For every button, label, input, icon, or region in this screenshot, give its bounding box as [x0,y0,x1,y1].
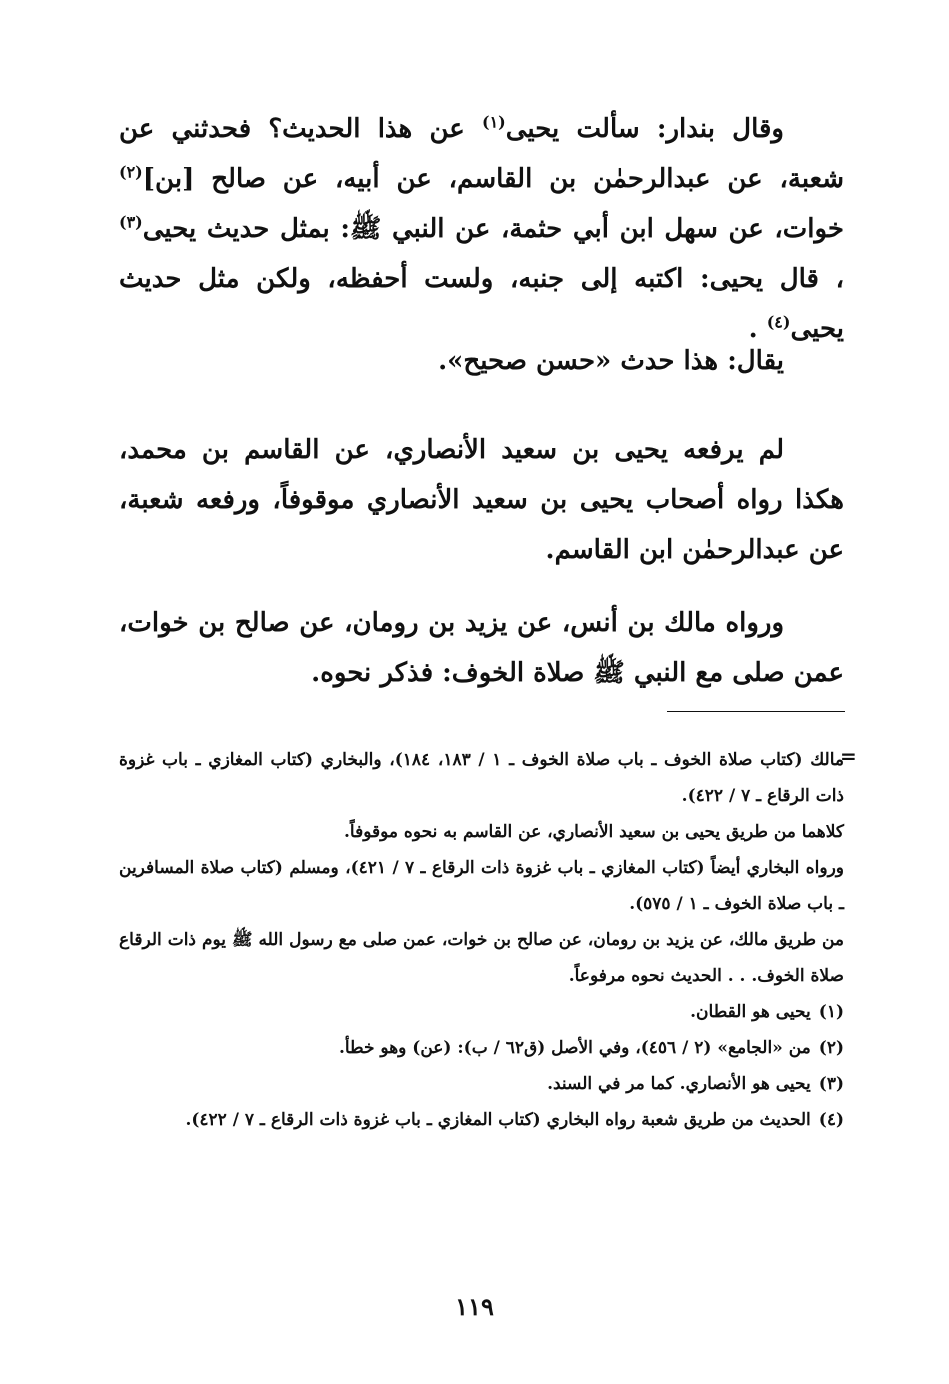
footnote-continuation-2: كلاهما من طريق يحيى بن سعيد الأنصاري، عن القاسم به نحوه موقوفاً. [343,822,844,842]
footnote-1 [119,994,844,1030]
footnote-continuation-3: ورواه البخاري أيضاً (كتاب المغازي ـ باب غزوة ذات الرقاع ـ ٧ / ٤٢١)، ومسلم (كتاب صلاة المسافرين ـ باب صلاة الخوف ـ ١ / ٥٧٥). [119,858,845,914]
continuation-marker: = [840,744,857,768]
main-paragraph-2: يقال: هذا حدث «حسن صحيح». [438,346,784,376]
footnote-text: يحيى هو القطان. [690,1002,811,1022]
p1-text-4: ، قال يحيى: اكتبه إلى جنبه، ولست أحفظه، ولكن مثل حديث يحيى [119,264,844,344]
footnote-continuation-1: مالك (كتاب صلاة الخوف ـ باب صلاة الخوف ـ ١ / ١٨٣، ١٨٤)، والبخاري (كتاب المغازي ـ باب غزوة ذات الرقاع ـ ٧ / ٤٢٢). [119,750,845,806]
main-paragraph-4: ورواه مالك بن أنس، عن يزيد بن رومان، عن صالح بن خوات، عمن صلى مع النبي ﷺ صلاة الخوف: فذكر نحوه. [119,608,844,688]
footnote-ref-4[interactable]: (٤) [766,312,791,332]
footnote-ref-2[interactable]: (٢) [119,162,143,182]
footnote-3 [119,1066,844,1102]
main-paragraph-3: لم يرفعه يحيى بن سعيد الأنصاري، عن القاسم بن محمد، هكذا رواه أصحاب يحيى بن سعيد الأنصاري موقوفاً، ورفعه شعبة، عن عبدالرحمٰن ابن القاسم. [119,435,844,565]
footnotes-block [119,742,844,1138]
footnote-2 [119,1030,844,1066]
footnote-number: (٤) [818,1110,844,1130]
p1-text-2: عن هذا الحديث؟ فحدثني عن شعبة، عن عبدالرحمٰن بن القاسم، عن أبيه، عن صالح [بن] [119,114,844,194]
p1-text-5: . [748,314,767,344]
footnote-ref-1[interactable]: (١) [482,112,506,132]
footnote-text: الحديث من طريق شعبة رواه البخاري (كتاب المغازي ـ باب غزوة ذات الرقاع ـ ٧ / ٤٢٢). [185,1110,811,1130]
footnote-text: يحيى هو الأنصاري. كما مر في السند. [547,1074,811,1094]
p1-text-1: وقال بندار: سألت يحيى [505,114,784,144]
footnote-number: (٣) [818,1074,844,1094]
main-paragraph-1 [119,104,844,354]
footnote-separator [667,711,845,712]
footnote-number: (١) [818,1002,844,1022]
page-number: ١١٩ [455,1292,494,1321]
footnote-4 [119,1102,844,1138]
p1-text-3: خوات، عن سهل ابن أبي حثمة، عن النبي ﷺ: بمثل حديث يحيى [142,214,844,244]
footnote-number: (٢) [818,1038,844,1058]
footnote-continuation-4: من طريق مالك، عن يزيد بن رومان، عن صالح بن خوات، عمن صلى مع رسول الله ﷺ يوم ذات الرقاع صلاة الخوف. . . الحديث نحوه مرفوعاً. [119,930,844,986]
footnote-text: من «الجامع» (٢ / ٤٥٦)، وفي الأصل (ق٦٢ / ب): (عن) وهو خطأ. [338,1038,811,1058]
footnote-ref-3[interactable]: (٣) [119,212,143,232]
